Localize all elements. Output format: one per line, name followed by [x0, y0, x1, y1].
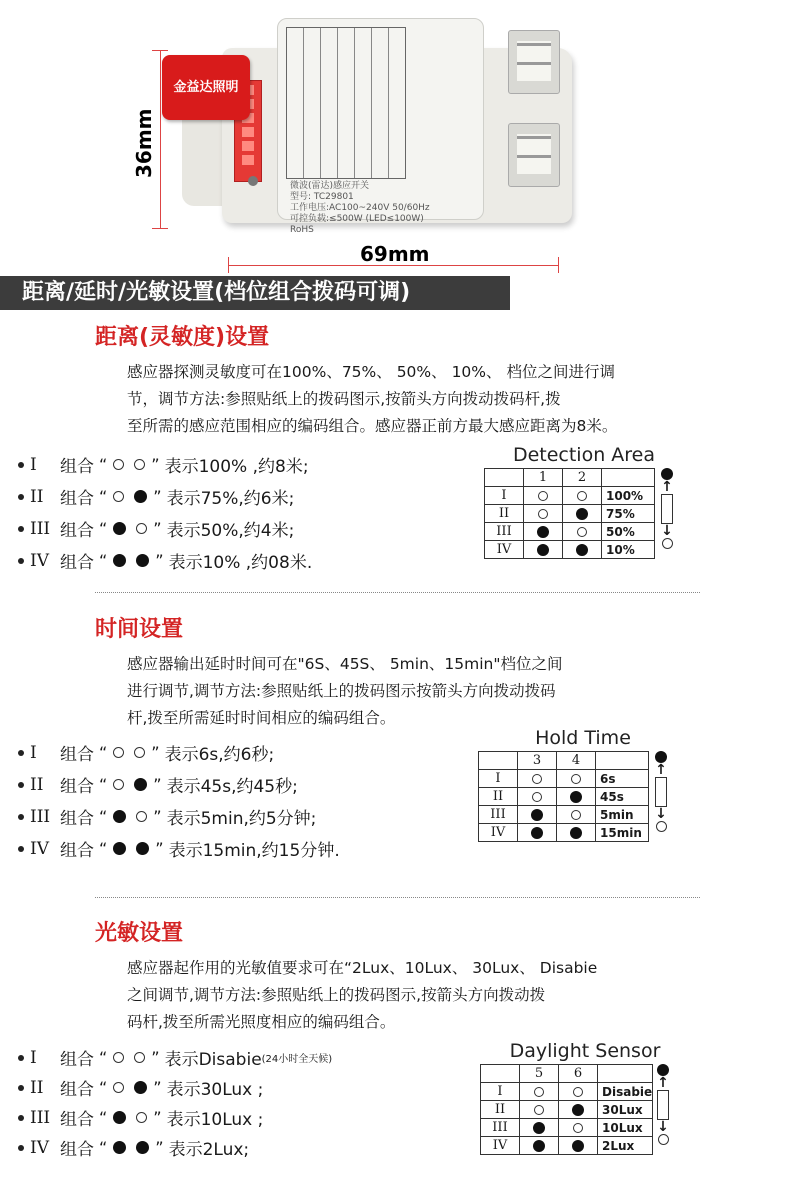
empty-dot-icon: [134, 747, 145, 758]
switch-slot-icon: [661, 494, 673, 524]
height-dimension-line: [160, 50, 161, 228]
bullet-icon: [18, 1115, 24, 1121]
hold-time-table: [478, 727, 688, 867]
table-col-header: 1: [524, 469, 563, 487]
divider-1: [95, 592, 700, 593]
empty-dot-icon: [571, 810, 581, 820]
switch-direction-indicator: [656, 1064, 670, 1145]
arrow-down-icon: ↓: [655, 806, 667, 822]
table-row: [479, 788, 649, 806]
filled-dot-icon: [113, 1141, 126, 1154]
code-table: [480, 1064, 653, 1155]
combo-item: I 组合 “ ” 表示6s,约6秒;: [18, 740, 274, 765]
empty-dot-icon: [573, 1087, 583, 1097]
width-dimension-cap-left: [228, 257, 229, 273]
brand-badge: 金益达照明: [162, 55, 250, 120]
empty-dot-icon: [113, 747, 124, 758]
distance-description: 感应器探测灵敏度可在100%、75%、 50%、 10%、 档位之间进行调 节，调节方法:参照贴纸上的拨码图示,按箭头方向拨动拨码杆,拨 至所需的感应范围相应的编码组合。感应器正前方最大感应距离为8米。: [127, 363, 618, 435]
combo-value: 表示100% ,约8米;: [164, 457, 309, 477]
sticker-grid: [286, 27, 406, 179]
divider-2: [95, 897, 700, 898]
combo-roman: IV: [30, 838, 49, 859]
empty-dot-icon: [532, 792, 542, 802]
table-row-label: IV: [479, 824, 518, 842]
bullet-icon: [18, 1085, 24, 1091]
table-row: [479, 806, 649, 824]
combo-word: 组合: [60, 1140, 94, 1160]
table-col-header: 4: [557, 752, 596, 770]
combo-roman: II: [30, 1077, 44, 1098]
table-row: [479, 770, 649, 788]
output-terminal: [508, 30, 560, 94]
filled-dot-icon: [570, 791, 582, 803]
combo-item: III 组合 “ ” 表示10Lux ;: [18, 1105, 263, 1130]
sensor-lens: [248, 176, 258, 186]
combo-value: 表示10% ,约08米.: [168, 553, 313, 573]
product-image: [0, 0, 790, 275]
table-row: [485, 523, 655, 541]
combo-item: I 组合 “ ” 表示Disabie (24小时全天候): [18, 1045, 332, 1070]
filled-dot-icon: [113, 842, 126, 855]
width-dimension-cap-right: [558, 257, 559, 273]
time-description: 感应器输出延时时间可在"6S、45S、 5min、15min"档位之间 进行调节,调节方法:参照贴纸上的拨码图示按箭头方向拨动拨码 杆,拨至所需延时时间相应的编码组合。: [127, 655, 563, 727]
combo-note: (24小时全天候): [261, 1054, 333, 1065]
combo-roman: I: [30, 1047, 37, 1068]
combo-item: II 组合 “ ” 表示45s,约45秒;: [18, 772, 298, 797]
empty-dot-icon: [136, 523, 147, 534]
bullet-icon: [18, 782, 24, 788]
table-row-label: II: [479, 788, 518, 806]
combo-word: 组合: [60, 777, 94, 797]
combo-word: 组合: [60, 1110, 94, 1130]
table-row-value: 15min: [596, 824, 649, 842]
filled-dot-icon: [537, 526, 549, 538]
time-title: 时间设置: [95, 617, 184, 642]
height-dimension-cap-top: [152, 50, 168, 51]
table-row: [479, 824, 649, 842]
table-col-header: 2: [563, 469, 602, 487]
table-row: [485, 541, 655, 559]
arrow-down-icon: ↓: [661, 523, 673, 539]
empty-dot-icon: [571, 774, 581, 784]
height-dimension-cap-bottom: [152, 228, 168, 229]
combo-item: II 组合 “ ” 表示30Lux ;: [18, 1075, 263, 1100]
empty-dot-icon: [662, 538, 673, 549]
bullet-icon: [18, 494, 24, 500]
table-row: [485, 505, 655, 523]
switch-slot-icon: [655, 777, 667, 807]
filled-dot-icon: [113, 522, 126, 535]
table-row-value: 10Lux: [598, 1119, 653, 1137]
combo-word: 组合: [60, 841, 94, 861]
combo-word: 组合: [60, 1080, 94, 1100]
table-col-header: 6: [559, 1065, 598, 1083]
filled-dot-icon: [572, 1104, 584, 1116]
table-row-label: I: [481, 1083, 520, 1101]
table-title: Hold Time: [535, 727, 631, 749]
filled-dot-icon: [576, 544, 588, 556]
combo-roman: III: [30, 518, 51, 539]
table-col-header: 5: [520, 1065, 559, 1083]
bullet-icon: [18, 814, 24, 820]
combo-value: 表示5min,约5分钟;: [166, 809, 317, 829]
table-row-label: IV: [481, 1137, 520, 1155]
combo-item: I 组合 “ ” 表示100% ,约8米;: [18, 452, 309, 477]
light-title: 光敏设置: [95, 921, 184, 946]
arrow-up-icon: ↑: [657, 1075, 669, 1091]
filled-dot-icon: [134, 1081, 147, 1094]
table-row-label: IV: [485, 541, 524, 559]
sensor-device: [182, 18, 577, 233]
bullet-icon: [18, 1055, 24, 1061]
filled-dot-icon: [576, 508, 588, 520]
switch-direction-indicator: [654, 751, 668, 832]
bullet-icon: [18, 1145, 24, 1151]
empty-dot-icon: [538, 491, 548, 501]
filled-dot-icon: [531, 827, 543, 839]
switch-slot-icon: [657, 1090, 669, 1120]
combo-value: 表示30Lux ;: [166, 1080, 264, 1100]
combo-value: 表示45s,约45秒;: [166, 777, 298, 797]
table-row-value: 75%: [602, 505, 655, 523]
empty-dot-icon: [113, 459, 124, 470]
width-dimension-label: 69mm: [360, 242, 430, 266]
filled-dot-icon: [113, 810, 126, 823]
combo-roman: IV: [30, 550, 49, 571]
combo-item: IV 组合 “ ” 表示2Lux;: [18, 1135, 249, 1160]
combo-item: IV 组合 “ ” 表示10% ,约08米.: [18, 548, 312, 573]
input-terminal: [508, 123, 560, 187]
combo-word: 组合: [60, 457, 94, 477]
empty-dot-icon: [577, 491, 587, 501]
filled-dot-icon: [136, 842, 149, 855]
table-row-value: 6s: [596, 770, 649, 788]
table-row-label: II: [485, 505, 524, 523]
empty-dot-icon: [113, 1052, 124, 1063]
filled-dot-icon: [113, 554, 126, 567]
table-row-label: III: [479, 806, 518, 824]
table-row-value: 30Lux: [598, 1101, 653, 1119]
table-row-label: III: [481, 1119, 520, 1137]
bullet-icon: [18, 526, 24, 532]
combo-roman: IV: [30, 1137, 49, 1158]
table-row-value: 50%: [602, 523, 655, 541]
table-title: Detection Area: [512, 444, 656, 466]
empty-dot-icon: [577, 527, 587, 537]
table-row-label: I: [479, 770, 518, 788]
table-row-value: 10%: [602, 541, 655, 559]
filled-dot-icon: [533, 1122, 545, 1134]
combo-value: 表示6s,约6秒;: [164, 745, 275, 765]
combo-value: 表示50%,约4米;: [166, 521, 295, 541]
empty-dot-icon: [113, 779, 124, 790]
table-row: [481, 1119, 653, 1137]
section-banner: 距离/延时/光敏设置(档位组合拨码可调): [0, 276, 510, 310]
table-row-label: III: [485, 523, 524, 541]
table-row-value: 45s: [596, 788, 649, 806]
combo-item: III 组合 “ ” 表示5min,约5分钟;: [18, 804, 316, 829]
combo-roman: I: [30, 454, 37, 475]
sticker-text: 微波(雷达)感应开关 型号: TC29801 工作电压:AC100~240V 50/60Hz 可控负载:≤500W (LED≤100W) RoHS: [290, 181, 430, 235]
empty-dot-icon: [113, 491, 124, 502]
filled-dot-icon: [134, 778, 147, 791]
combo-word: 组合: [60, 521, 94, 541]
detection-area-table: [484, 444, 684, 584]
light-description: 感应器起作用的光敏值要求可在“2Lux、10Lux、 30Lux、 Disabie 之间调节,调节方法:参照贴纸上的拨码图示,按箭头方向拨动拨 码杆,拨至所需光照度相应的编码组合。: [127, 959, 598, 1031]
empty-dot-icon: [136, 811, 147, 822]
distance-title: 距离(灵敏度)设置: [95, 325, 270, 350]
empty-dot-icon: [538, 509, 548, 519]
filled-dot-icon: [572, 1140, 584, 1152]
combo-roman: III: [30, 806, 51, 827]
filled-dot-icon: [134, 490, 147, 503]
combo-roman: II: [30, 486, 44, 507]
filled-dot-icon: [537, 544, 549, 556]
daylight-sensor-table: [480, 1040, 690, 1170]
empty-dot-icon: [136, 1112, 147, 1123]
empty-dot-icon: [573, 1123, 583, 1133]
combo-item: III 组合 “ ” 表示50%,约4米;: [18, 516, 294, 541]
bullet-icon: [18, 462, 24, 468]
bullet-icon: [18, 558, 24, 564]
table-row-label: II: [481, 1101, 520, 1119]
combo-item: II 组合 “ ” 表示75%,约6米;: [18, 484, 294, 509]
empty-dot-icon: [532, 774, 542, 784]
combo-item: IV 组合 “ ” 表示15min,约15分钟.: [18, 836, 340, 861]
table-row: [485, 487, 655, 505]
bullet-icon: [18, 846, 24, 852]
code-table: [484, 468, 655, 559]
filled-dot-icon: [531, 809, 543, 821]
empty-dot-icon: [534, 1087, 544, 1097]
device-sticker: [277, 18, 484, 235]
empty-dot-icon: [658, 1134, 669, 1145]
empty-dot-icon: [134, 1052, 145, 1063]
table-col-header: 3: [518, 752, 557, 770]
combo-value: 表示Disabie: [164, 1050, 262, 1070]
empty-dot-icon: [534, 1105, 544, 1115]
bullet-icon: [18, 750, 24, 756]
table-row-value: 100%: [602, 487, 655, 505]
table-row-value: Disabie: [598, 1083, 653, 1101]
filled-dot-icon: [136, 554, 149, 567]
arrow-up-icon: ↑: [655, 762, 667, 778]
height-dimension-label: 36mm: [132, 108, 156, 178]
arrow-up-icon: ↑: [661, 479, 673, 495]
combo-roman: I: [30, 742, 37, 763]
table-row: [481, 1137, 653, 1155]
table-row-value: 5min: [596, 806, 649, 824]
code-table: [478, 751, 649, 842]
combo-roman: II: [30, 774, 44, 795]
combo-value: 表示2Lux;: [168, 1140, 250, 1160]
table-row: [481, 1101, 653, 1119]
combo-word: 组合: [60, 745, 94, 765]
combo-roman: III: [30, 1107, 51, 1128]
combo-value: 表示10Lux ;: [166, 1110, 264, 1130]
combo-value: 表示15min,约15分钟.: [168, 841, 340, 861]
table-row: [481, 1083, 653, 1101]
combo-word: 组合: [60, 553, 94, 573]
table-title: Daylight Sensor: [509, 1040, 661, 1062]
arrow-down-icon: ↓: [657, 1119, 669, 1135]
combo-word: 组合: [60, 489, 94, 509]
table-row-value: 2Lux: [598, 1137, 653, 1155]
empty-dot-icon: [113, 1082, 124, 1093]
filled-dot-icon: [533, 1140, 545, 1152]
filled-dot-icon: [113, 1111, 126, 1124]
filled-dot-icon: [570, 827, 582, 839]
table-row-label: I: [485, 487, 524, 505]
combo-word: 组合: [60, 1050, 94, 1070]
filled-dot-icon: [136, 1141, 149, 1154]
combo-word: 组合: [60, 809, 94, 829]
switch-direction-indicator: [660, 468, 674, 549]
empty-dot-icon: [656, 821, 667, 832]
combo-value: 表示75%,约6米;: [166, 489, 295, 509]
empty-dot-icon: [134, 459, 145, 470]
